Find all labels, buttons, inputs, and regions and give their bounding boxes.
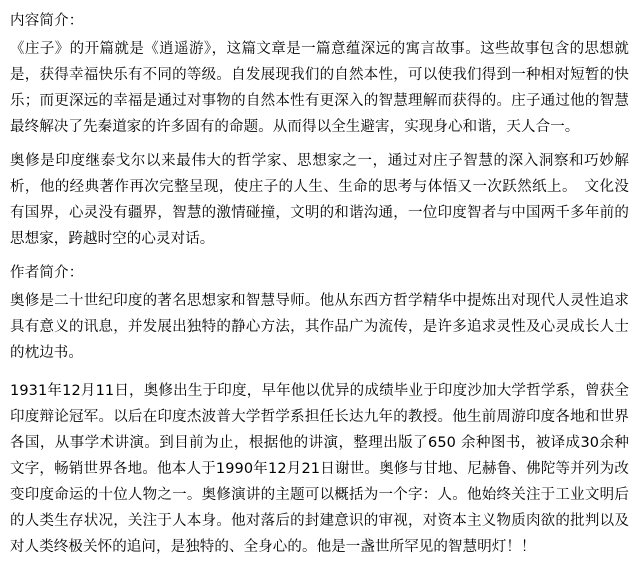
content-summary-paragraph-2: 奥修是印度继泰戈尔以来最伟大的哲学家、思想家之一，通过对庄子智慧的深入洞察和巧妙解析，他的经典著作再次完整呈现，使庄子的人生、生命的思考与体悟又一次跃然纸上。 文化没有国界，心灵没有疆界，智慧的激情碰撞，文明的和谐沟通，一位印度智者与中国两千多年前的思想家，跨越时空的心灵对话。 [10, 153, 629, 247]
author-bio-heading: 作者简介： [10, 265, 84, 281]
content-summary-heading: 内容简介： [10, 13, 84, 29]
author-bio-paragraph-2: 1931年12月11日，奥修出生于印度，早年他以优异的成绩毕业于印度沙加大学哲学系，曾获全印度辩论冠军。以后在印度杰波普大学哲学系担任长达九年的教授。他生前周游印度各地和世界各国，从事学术讲演。到目前为止，根据他的讲演，整理出版了650 余种图书，被译成30余种文字，畅销世界各地。他本人于1990年12月21日谢世。奥修与甘地、尼赫鲁、佛陀等并列为改变印度命运的十位人物之一。奥修演讲的主题可以概括为一个字：人。他始终关注于工业文明后的人类生存状况，关注于人本身。他对落后的封建意识的审视，对资本主义物质肉欲的批判以及对人类终极关怀的追问，是独特的、全身心的。他是一盏世所罕见的智慧明灯！！ [10, 383, 629, 555]
content-summary-paragraph-1: 《庄子》的开篇就是《逍遥游》，这篇文章是一篇意蕴深远的寓言故事。这些故事包含的思想就是，获得幸福快乐有不同的等级。自发展现我们的自然本性，可以使我们得到一种相对短暂的快乐；而更深远的幸福是通过对事物的自然本性有更深入的智慧理解而获得的。庄子通过他的智慧最终解决了先秦道家的许多固有的命题。从而得以全生避害，实现身心和谐，天人合一。 [10, 41, 629, 135]
paragraph-spacer-2 [10, 368, 629, 378]
author-bio-paragraph-1: 奥修是二十世纪印度的著名思想家和智慧导师。他从东西方哲学精华中提炼出对现代人灵性追求具有意义的讯息，并发展出独特的静心方法，其作品广为流传，是许多追求灵性及心灵成长人士的枕边书。 [10, 293, 629, 361]
